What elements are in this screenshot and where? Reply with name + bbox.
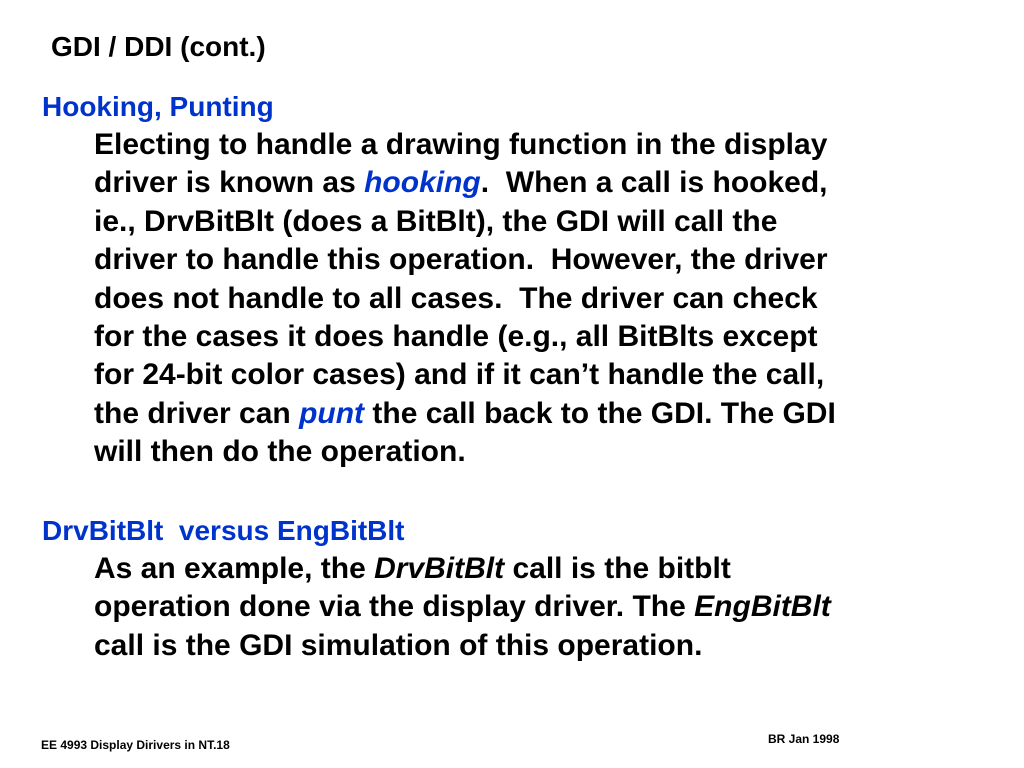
body-line: operation done via the display driver. The EngBitBlt (94, 590, 831, 624)
body-line: As an example, the DrvBitBlt call is the bitblt (94, 552, 731, 585)
body-line: driver to handle this operation. However, the driver (94, 243, 828, 277)
section-body-hooking-punting (94, 126, 994, 472)
footer-author-date: BR Jan 1998 (768, 732, 840, 746)
footer-course-label: EE 4993 Display Dirivers in NT.18 (41, 738, 230, 752)
body-line: call is the GDI simulation of this operation. (94, 628, 703, 662)
section-body-drvbitblt-vs-engbitblt (94, 550, 994, 665)
body-line: driver is known as hooking. When a call is hooked, (94, 166, 828, 200)
term-engbitblt: EngBitBlt (694, 590, 831, 624)
body-line: for 24-bit color cases) and if it can’t handle the call, (94, 358, 825, 392)
body-line: the driver can punt the call back to the GDI. The GDI (94, 396, 836, 430)
body-line: ie., DrvBitBlt (does a BitBlt), the GDI will call the (94, 204, 778, 238)
term-hooking: hooking (364, 166, 481, 200)
body-line: will then do the operation. (94, 435, 466, 469)
body-line: Electing to handle a drawing function in the display (94, 128, 828, 161)
section-heading-drvbitblt-vs-engbitblt: DrvBitBlt versus EngBitBlt (42, 515, 405, 546)
body-line: does not handle to all cases. The driver can check (94, 281, 818, 315)
slide-title: GDI / DDI (cont.) (51, 31, 266, 62)
section-heading-hooking-punting: Hooking, Punting (42, 91, 274, 122)
term-punt: punt (299, 396, 365, 430)
body-line: for the cases it does handle (e.g., all BitBlts except (94, 320, 818, 354)
term-drvbitblt: DrvBitBlt (374, 552, 505, 585)
